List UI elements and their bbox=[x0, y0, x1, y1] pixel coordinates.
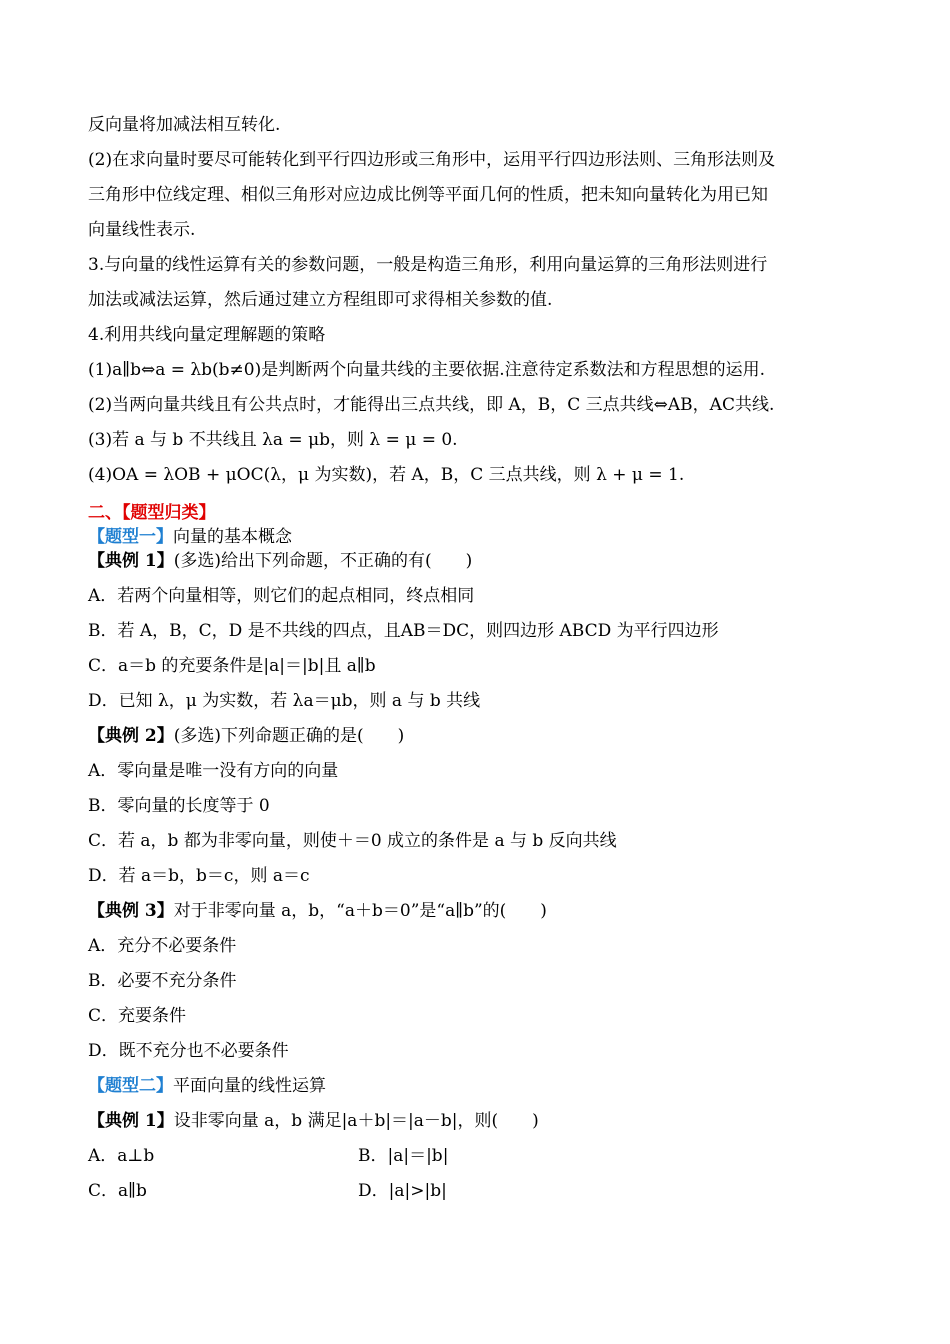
example-3-option-a: A．充分不必要条件 bbox=[88, 936, 237, 956]
intro-line-5: 3.与向量的线性运算有关的参数问题，一般是构造三角形，利用向量运算的三角形法则进行 bbox=[88, 255, 768, 275]
example-3-option-d: D．既不充分也不必要条件 bbox=[88, 1041, 289, 1061]
example-1-label: 【典例 1】 bbox=[88, 551, 174, 571]
intro-line-10: (3)若 a 与 b 不共线且 λa = μb，则 λ = μ = 0. bbox=[88, 430, 458, 450]
type1-bracket: 【题型一】 bbox=[88, 527, 173, 547]
example-3-label: 【典例 3】 bbox=[88, 901, 174, 921]
intro-line-4: 向量线性表示. bbox=[88, 220, 196, 240]
type2-option-b: B．|a|＝|b| bbox=[358, 1146, 449, 1166]
example-1-option-b: B．若 A，B，C，D 是不共线的四点，且AB＝DC，则四边形 ABCD 为平行四边形 bbox=[88, 621, 719, 641]
type2-option-a: A．a⊥b bbox=[88, 1146, 155, 1166]
example-2-label: 【典例 2】 bbox=[88, 726, 174, 746]
example-3-option-b: B．必要不充分条件 bbox=[88, 971, 237, 991]
example-3-stem: 对于非零向量 a，b，“a＋b＝0”是“a∥b”的( ) bbox=[173, 901, 547, 921]
section-title: 二、【题型归类】 bbox=[88, 503, 216, 523]
intro-line-11: (4)OA = λOB + μOC(λ，μ 为实数)，若 A，B，C 三点共线，则 λ + μ = 1. bbox=[88, 465, 685, 485]
type2-example-1-label: 【典例 1】 bbox=[88, 1111, 174, 1131]
example-1 bbox=[88, 549, 868, 573]
example-2-stem: (多选)下列命题正确的是( ) bbox=[173, 726, 405, 746]
type1-title: 向量的基本概念 bbox=[173, 527, 292, 547]
example-1-option-a: A．若两个向量相等，则它们的起点相同，终点相同 bbox=[88, 586, 475, 606]
type2-options-row-2 bbox=[88, 1174, 868, 1209]
intro-line-8: (1)a∥b⇔a = λb(b≠0)是判断两个向量共线的主要依据.注意待定系数法和方程思想的运用. bbox=[88, 360, 766, 380]
type2-example-1-stem: 设非零向量 a，b 满足|a＋b|＝|a－b|，则( ) bbox=[173, 1111, 539, 1131]
example-2 bbox=[88, 719, 868, 754]
type2-option-d: D．|a|>|b| bbox=[358, 1181, 447, 1201]
type2-example-1 bbox=[88, 1104, 868, 1139]
type1-heading bbox=[88, 525, 868, 549]
type2-options-row-1 bbox=[88, 1139, 868, 1174]
intro-line-7: 4.利用共线向量定理解题的策略 bbox=[88, 325, 326, 345]
example-2-option-b: B．零向量的长度等于 0 bbox=[88, 796, 270, 816]
type2-bracket: 【题型二】 bbox=[88, 1076, 173, 1096]
intro-line-1: 反向量将加减法相互转化. bbox=[88, 115, 281, 135]
example-1-option-d: D．已知 λ，μ 为实数，若 λa＝μb，则 a 与 b 共线 bbox=[88, 691, 481, 711]
intro-line-2: (2)在求向量时要尽可能转化到平行四边形或三角形中，运用平行四边形法则、三角形法则及 bbox=[88, 150, 776, 170]
example-3 bbox=[88, 894, 868, 929]
intro-line-3: 三角形中位线定理、相似三角形对应边成比例等平面几何的性质，把未知向量转化为用已知 bbox=[88, 185, 768, 205]
example-3-option-c: C．充要条件 bbox=[88, 1006, 187, 1026]
type2-option-c: C．a∥b bbox=[88, 1181, 147, 1201]
intro-line-6: 加法或减法运算，然后通过建立方程组即可求得相关参数的值. bbox=[88, 290, 553, 310]
example-2-option-d: D．若 a＝b，b＝c，则 a＝c bbox=[88, 866, 310, 886]
example-2-option-c: C．若 a，b 都为非零向量，则使＋＝0 成立的条件是 a 与 b 反向共线 bbox=[88, 831, 617, 851]
type2-title: 平面向量的线性运算 bbox=[173, 1076, 326, 1096]
example-1-option-c: C．a＝b 的充要条件是|a|＝|b|且 a∥b bbox=[88, 656, 376, 676]
intro-line-9: (2)当两向量共线且有公共点时，才能得出三点共线，即 A，B，C 三点共线⇔AB，AC共线. bbox=[88, 395, 775, 415]
example-2-option-a: A．零向量是唯一没有方向的向量 bbox=[88, 761, 339, 781]
example-1-stem: (多选)给出下列命题，不正确的有( ) bbox=[173, 551, 473, 571]
type2-heading bbox=[88, 1069, 868, 1104]
document-page bbox=[88, 108, 868, 1209]
